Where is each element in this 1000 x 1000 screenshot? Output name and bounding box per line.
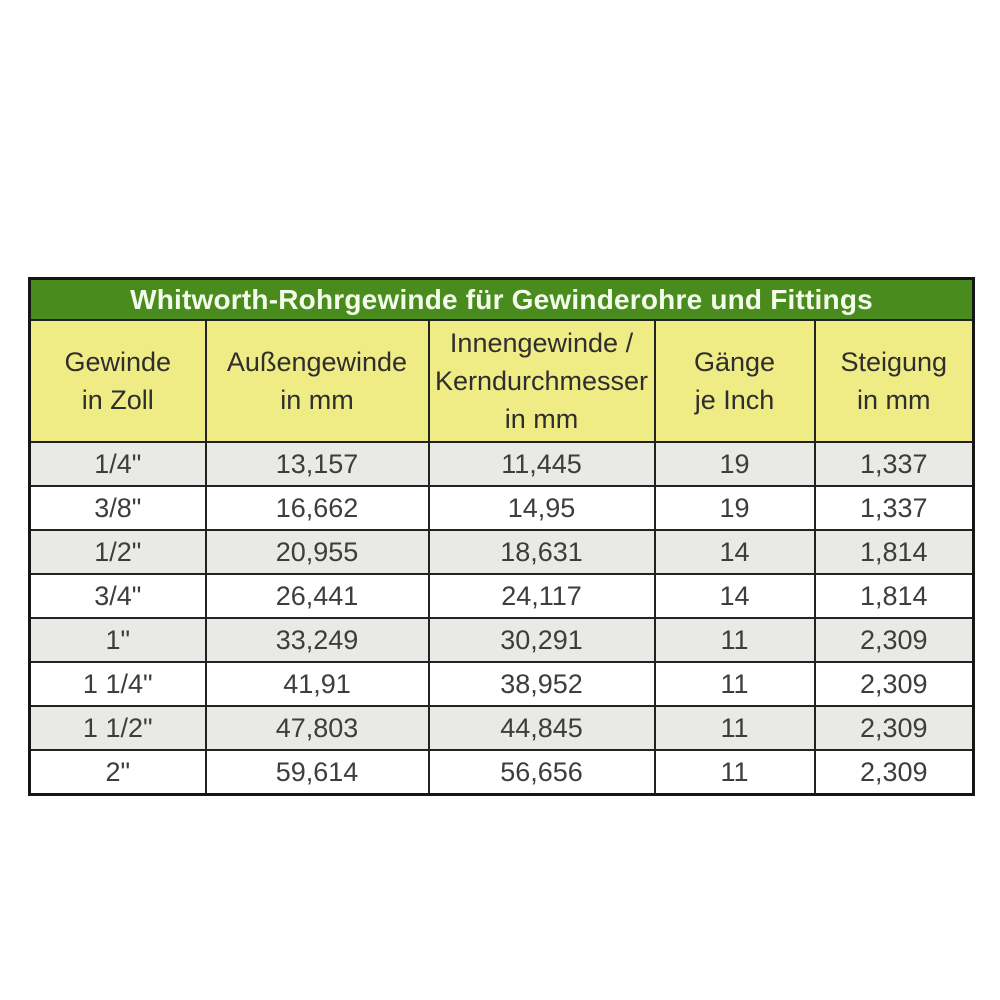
- table-cell: 11: [655, 706, 815, 750]
- table-cell: 33,249: [206, 618, 429, 662]
- header-line: in mm: [857, 385, 931, 415]
- table-cell: 18,631: [429, 530, 655, 574]
- table-row: [30, 662, 974, 706]
- header-line: Innengewinde /: [449, 327, 634, 358]
- table-cell: 1,814: [815, 574, 974, 618]
- table-cell: 1,337: [815, 442, 974, 486]
- table-cell: 13,157: [206, 442, 429, 486]
- table-cell: 14: [655, 574, 815, 618]
- header-line: in mm: [280, 385, 354, 415]
- table-cell: 3/4": [30, 574, 206, 618]
- column-header-gaenge-je-inch: [655, 320, 815, 442]
- table-cell: 1,814: [815, 530, 974, 574]
- table-cell: 14: [655, 530, 815, 574]
- header-line: in mm: [504, 404, 579, 435]
- table-cell: 2,309: [815, 618, 974, 662]
- column-header-aussengewinde: [206, 320, 429, 442]
- table-cell: 56,656: [429, 750, 655, 795]
- table-cell: 3/8": [30, 486, 206, 530]
- table-cell: 1 1/4": [30, 662, 206, 706]
- table-cell: 19: [655, 442, 815, 486]
- whitworth-thread-table: [28, 277, 975, 796]
- header-line: Außengewinde: [226, 346, 408, 377]
- table-cell: 2": [30, 750, 206, 795]
- table-row: [30, 706, 974, 750]
- table-cell: 14,95: [429, 486, 655, 530]
- column-header-innengewinde: [429, 320, 655, 442]
- table-cell: 20,955: [206, 530, 429, 574]
- table-cell: 41,91: [206, 662, 429, 706]
- header-line: Gänge: [693, 346, 776, 377]
- table-row: [30, 442, 974, 486]
- table-cell: 1/2": [30, 530, 206, 574]
- table-cell: 47,803: [206, 706, 429, 750]
- table-title-row: [30, 279, 974, 321]
- table-cell: 11: [655, 662, 815, 706]
- table-cell: 38,952: [429, 662, 655, 706]
- table-cell: 44,845: [429, 706, 655, 750]
- table-row: [30, 618, 974, 662]
- table-cell: 59,614: [206, 750, 429, 795]
- table-cell: 11: [655, 618, 815, 662]
- table-cell: 26,441: [206, 574, 429, 618]
- table-cell: 1/4": [30, 442, 206, 486]
- table-cell: 1 1/2": [30, 706, 206, 750]
- header-line: in Zoll: [81, 385, 154, 415]
- table-cell: 1": [30, 618, 206, 662]
- table-cell: 19: [655, 486, 815, 530]
- table-cell: 24,117: [429, 574, 655, 618]
- header-line: Gewinde: [64, 346, 172, 377]
- table-cell: 30,291: [429, 618, 655, 662]
- table-cell: 11: [655, 750, 815, 795]
- table-cell: 2,309: [815, 750, 974, 795]
- table-cell: 11,445: [429, 442, 655, 486]
- table-row: [30, 486, 974, 530]
- table-row: [30, 530, 974, 574]
- table-cell: 16,662: [206, 486, 429, 530]
- table-header-row: [30, 320, 974, 442]
- table-cell: 2,309: [815, 662, 974, 706]
- header-line: je Inch: [694, 385, 775, 415]
- table-row: [30, 574, 974, 618]
- header-line: Steigung: [840, 346, 948, 377]
- table-row: [30, 750, 974, 795]
- table-title: Whitworth-Rohrgewinde für Gewinderohre und Fittings: [30, 279, 974, 321]
- table-cell: 2,309: [815, 706, 974, 750]
- column-header-gewinde-in-zoll: [30, 320, 206, 442]
- header-line: Kerndurchmesser: [434, 365, 649, 396]
- table-cell: 1,337: [815, 486, 974, 530]
- column-header-steigung: [815, 320, 974, 442]
